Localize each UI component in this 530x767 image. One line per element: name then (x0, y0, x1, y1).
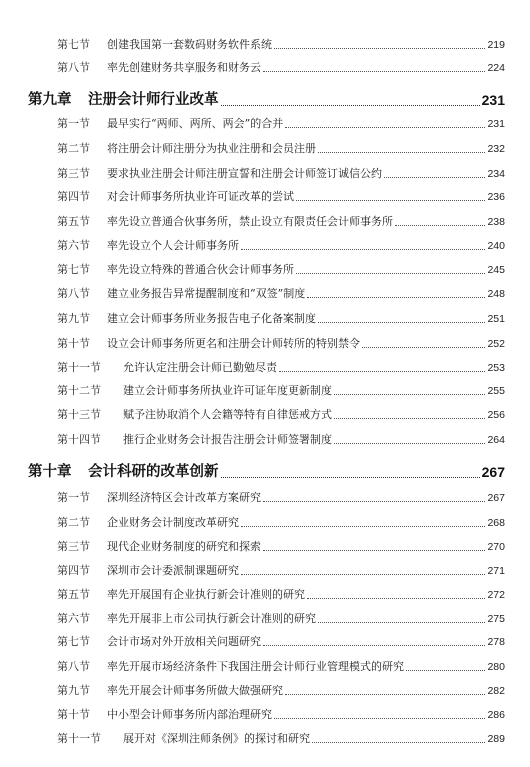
toc-entry-title: 会计市场对外开放相关问题研究 (107, 635, 261, 648)
toc-entry-number: 第七节 (57, 38, 90, 51)
toc-page-number: 289 (487, 733, 505, 745)
toc-entry-number: 第十四节 (57, 433, 101, 446)
toc-section-row[interactable] (0, 657, 530, 677)
toc-section-row[interactable] (0, 114, 530, 134)
toc-dot-leader (274, 48, 485, 49)
toc-section-row[interactable] (0, 35, 530, 55)
toc-dot-leader (279, 371, 485, 372)
toc-dot-leader (296, 273, 485, 274)
toc-dot-leader (334, 418, 485, 419)
toc-page-number: 286 (487, 709, 505, 721)
toc-dot-leader (285, 127, 485, 128)
toc-page-number: 236 (487, 191, 505, 203)
toc-section-row[interactable] (0, 609, 530, 629)
toc-dot-leader (384, 177, 485, 178)
toc-entry-title: 率先开展市场经济条件下我国注册会计师行业管理模式的研究 (107, 660, 404, 673)
toc-entry-number: 第一节 (57, 117, 90, 130)
toc-entry-title: 创建我国第一套数码财务软件系统 (107, 38, 272, 51)
toc-dot-leader (263, 645, 485, 646)
toc-entry-number: 第十一节 (57, 732, 101, 745)
toc-page-number: 275 (487, 613, 505, 625)
toc-entry-title: 率先开展会计师事务所做大做强研究 (107, 684, 283, 697)
toc-entry-number: 第十三节 (57, 408, 101, 421)
toc-entry-number: 第七节 (57, 635, 90, 648)
toc-entry-title: 现代企业财务制度的研究和探索 (107, 540, 261, 553)
toc-chapter-row[interactable] (0, 462, 530, 482)
toc-page-number: 231 (487, 118, 505, 130)
toc-entry-number: 第八节 (57, 287, 90, 300)
toc-page-number: 234 (487, 168, 505, 180)
toc-entry-number: 第十章 (28, 464, 72, 480)
toc-section-row[interactable] (0, 164, 530, 184)
toc-entry-number: 第五节 (57, 215, 90, 228)
toc-page-number: 282 (487, 685, 505, 697)
toc-dot-leader (296, 200, 485, 201)
toc-section-row[interactable] (0, 405, 530, 425)
toc-entry-title: 展开对《深圳注师条例》的探讨和研究 (123, 732, 310, 745)
toc-section-row[interactable] (0, 681, 530, 701)
toc-dot-leader (334, 394, 485, 395)
toc-entry-title: 注册会计师行业改革 (88, 92, 219, 108)
toc-page-number: 224 (487, 62, 505, 74)
toc-section-row[interactable] (0, 212, 530, 232)
toc-entry-title: 建立会计师事务所业务报告电子化备案制度 (107, 312, 316, 325)
toc-section-row[interactable] (0, 334, 530, 354)
toc-dot-leader (318, 152, 485, 153)
toc-entry-number: 第三节 (57, 540, 90, 553)
toc-section-row[interactable] (0, 236, 530, 256)
toc-section-row[interactable] (0, 430, 530, 450)
toc-section-row[interactable] (0, 705, 530, 725)
toc-section-row[interactable] (0, 488, 530, 508)
toc-dot-leader (241, 526, 485, 527)
toc-section-row[interactable] (0, 139, 530, 159)
toc-entry-number: 第二节 (57, 142, 90, 155)
toc-entry-number: 第二节 (57, 516, 90, 529)
toc-entry-number: 第九章 (28, 92, 72, 108)
toc-entry-number: 第八节 (57, 660, 90, 673)
toc-section-row[interactable] (0, 358, 530, 378)
toc-section-row[interactable] (0, 381, 530, 401)
toc-section-row[interactable] (0, 632, 530, 652)
toc-dot-leader (263, 71, 485, 72)
toc-page-number: 252 (487, 338, 505, 350)
toc-dot-leader (221, 105, 480, 106)
toc-page-number: 256 (487, 409, 505, 421)
toc-page-number: 278 (487, 636, 505, 648)
toc-entry-number: 第八节 (57, 61, 90, 74)
toc-entry-title: 中小型会计师事务所内部治理研究 (107, 708, 272, 721)
toc-section-row[interactable] (0, 284, 530, 304)
toc-page-number: 240 (487, 240, 505, 252)
toc-dot-leader (318, 322, 485, 323)
toc-section-row[interactable] (0, 187, 530, 207)
toc-page-number: 251 (487, 313, 505, 325)
toc-entry-title: 率先设立特殊的普通合伙会计师事务所 (107, 263, 294, 276)
toc-page-number: 267 (487, 492, 505, 504)
toc-dot-leader (241, 249, 485, 250)
toc-entry-number: 第七节 (57, 263, 90, 276)
toc-entry-number: 第五节 (57, 588, 90, 601)
toc-dot-leader (395, 225, 485, 226)
toc-page-number: 219 (487, 39, 505, 51)
toc-page-number: 253 (487, 362, 505, 374)
toc-dot-leader (307, 598, 485, 599)
toc-entry-title: 率先开展国有企业执行新会计准则的研究 (107, 588, 305, 601)
toc-entry-title: 建立业务报告异常提醒制度和“双签”制度 (107, 287, 306, 300)
toc-section-row[interactable] (0, 260, 530, 280)
toc-page-number: 248 (487, 288, 505, 300)
toc-entry-number: 第六节 (57, 612, 90, 625)
toc-entry-title: 率先设立个人会计师事务所 (107, 239, 239, 252)
toc-page-number: 264 (487, 434, 505, 446)
toc-page-number: 255 (487, 385, 505, 397)
toc-section-row[interactable] (0, 309, 530, 329)
toc-entry-title: 深圳市会计委派制课题研究 (107, 564, 239, 577)
toc-dot-leader (221, 477, 480, 478)
toc-dot-leader (334, 443, 485, 444)
toc-dot-leader (274, 718, 485, 719)
toc-section-row[interactable] (0, 585, 530, 605)
toc-entry-title: 率先设立普通合伙事务所，禁止设立有限责任会计师事务所 (107, 215, 393, 228)
toc-page-number: 232 (487, 143, 505, 155)
toc-section-row[interactable] (0, 513, 530, 533)
toc-page-number: 238 (487, 216, 505, 228)
toc-dot-leader (263, 550, 485, 551)
toc-entry-number: 第九节 (57, 312, 90, 325)
toc-page-number: 268 (487, 517, 505, 529)
toc-page-number: 280 (487, 661, 505, 673)
toc-entry-title: 率先开展非上市公司执行新会计准则的研究 (107, 612, 316, 625)
toc-page-number: 231 (481, 92, 505, 108)
toc-dot-leader (318, 622, 485, 623)
toc-entry-number: 第十节 (57, 708, 90, 721)
toc-dot-leader (241, 574, 485, 575)
toc-entry-title: 率先创建财务共享服务和财务云 (107, 61, 261, 74)
toc-section-row[interactable] (0, 537, 530, 557)
toc-entry-number: 第一节 (57, 491, 90, 504)
toc-page-number: 272 (487, 589, 505, 601)
toc-entry-number: 第十一节 (57, 361, 101, 374)
toc-dot-leader (362, 347, 485, 348)
toc-page-number: 267 (481, 464, 505, 480)
toc-entry-title: 会计科研的改革创新 (88, 464, 219, 480)
toc-entry-number: 第四节 (57, 190, 90, 203)
toc-chapter-row[interactable] (0, 90, 530, 110)
toc-section-row[interactable] (0, 729, 530, 749)
toc-entry-number: 第六节 (57, 239, 90, 252)
toc-dot-leader (285, 694, 485, 695)
toc-page-number: 271 (487, 565, 505, 577)
toc-page-number: 245 (487, 264, 505, 276)
toc-dot-leader (307, 297, 485, 298)
toc-entry-number: 第十节 (57, 337, 90, 350)
toc-entry-title: 建立会计师事务所执业许可证年度更新制度 (123, 384, 332, 397)
toc-entry-title: 设立会计师事务所更名和注册会计师转所的特别禁令 (107, 337, 360, 350)
toc-entry-title: 深圳经济特区会计改革方案研究 (107, 491, 261, 504)
toc-dot-leader (263, 501, 485, 502)
toc-entry-title: 推行企业财务会计报告注册会计师签署制度 (123, 433, 332, 446)
toc-entry-title: 要求执业注册会计师注册宣誓和注册会计师签订诚信公约 (107, 167, 382, 180)
toc-entry-title: 对会计师事务所执业许可证改革的尝试 (107, 190, 294, 203)
toc-entry-number: 第四节 (57, 564, 90, 577)
toc-entry-title: 赋予注协取消个人会籍等特有自律惩戒方式 (123, 408, 332, 421)
toc-section-row[interactable] (0, 561, 530, 581)
toc-entry-number: 第十二节 (57, 384, 101, 397)
toc-dot-leader (406, 670, 485, 671)
toc-section-row[interactable] (0, 58, 530, 78)
toc-entry-title: 最早实行“两师、两所、两会”的合并 (107, 117, 284, 130)
toc-page-number: 270 (487, 541, 505, 553)
toc-entry-title: 企业财务会计制度改革研究 (107, 516, 239, 529)
toc-dot-leader (312, 742, 485, 743)
toc-entry-title: 将注册会计师注册分为执业注册和会员注册 (107, 142, 316, 155)
toc-entry-number: 第三节 (57, 167, 90, 180)
toc-entry-title: 允许认定注册会计师已勤勉尽责 (123, 361, 277, 374)
toc-entry-number: 第九节 (57, 684, 90, 697)
